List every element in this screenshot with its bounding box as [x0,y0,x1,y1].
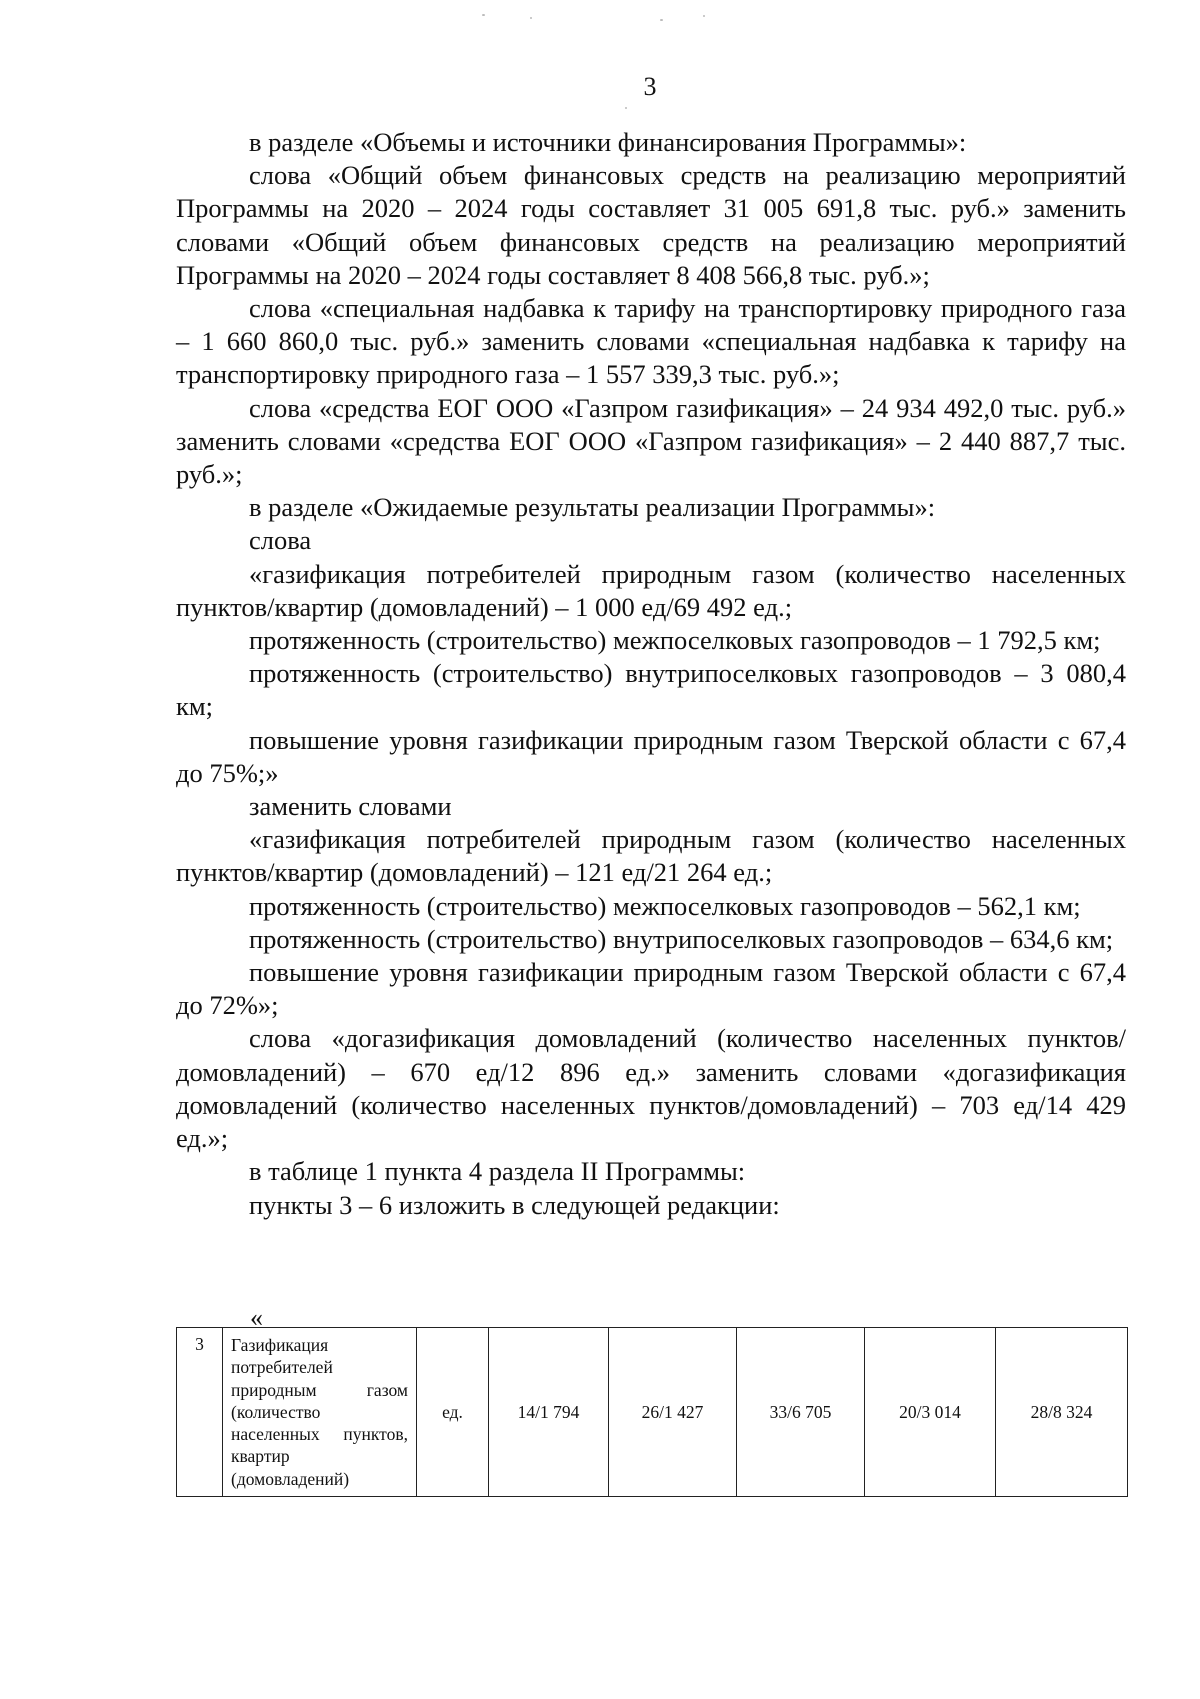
paragraph: в разделе «Объемы и источники финансирования Программы»: [249,127,967,157]
paragraph: слова «Общий объем финансовых средств на реализацию мероприятий Программы на 2020 – 2024 годы составляет 31 005 691,8 тыс. руб.» заменить словами «Общий объем финансовых средств на реализацию мероприятий Программы на 2020 – 2024 годы составляет 8 408 566,8 тыс. руб.»; [176,160,1126,290]
page-number: 3 [643,72,657,101]
quote-open-mark: « [250,1303,263,1332]
scan-speck [530,17,532,19]
value-cell: 26/1 427 [609,1328,737,1497]
paragraph: слова [249,525,312,556]
paragraph: «газификация потребителей природным газом (количество населенных пунктов/квартир (домовладений) – 1 000 ед/69 492 ед.; [176,558,1126,622]
value-cell: 28/8 324 [996,1328,1128,1497]
paragraph: в таблице 1 пункта 4 раздела II Программы: [249,1156,746,1187]
paragraph: протяженность (строительство) межпоселковых газопроводов – 562,1 км; [249,890,1081,921]
program-table [176,1327,1128,1497]
paragraph: пункты 3 – 6 изложить в следующей редакции: [249,1189,780,1220]
scan-speck [703,15,705,17]
paragraph: заменить словами [249,791,452,822]
value-cell: 20/3 014 [865,1328,996,1497]
unit-cell: ед. [417,1328,489,1497]
paragraph: повышение уровня газификации природным газом Тверской области с 67,4 до 72%»; [176,957,1126,1021]
scan-speck [660,19,663,21]
table-row [177,1328,1128,1497]
value-cell: 33/6 705 [737,1328,865,1497]
row-number-cell: 3 [177,1328,223,1497]
scan-speck [625,107,627,109]
paragraph: слова «средства ЕОГ ООО «Газпром газификация» – 24 934 492,0 тыс. руб.» заменить словами «средства ЕОГ ООО «Газпром газификация» – 2 440 887,7 тыс. руб.»; [176,392,1126,490]
paragraph: слова «догазификация домовладений (количество населенных пунктов/домовладений) – 670 ед/12 896 ед.» заменить словами «догазификация домовладений (количество населенных пунктов/домовладений) – 703 ед/14 429 ед.»; [176,1023,1126,1154]
document-body [176,126,1126,1222]
paragraph: в разделе «Ожидаемые результаты реализации Программы»: [249,492,936,523]
paragraph: слова «специальная надбавка к тарифу на транспортировку природного газа – 1 660 860,0 тыс. руб.» заменить словами «специальная надбавка к тарифу на транспортировку природного газа – 1 557 339,3 тыс. руб.»; [176,293,1126,390]
paragraph: повышение уровня газификации природным газом Тверской области с 67,4 до 75%;» [176,724,1126,788]
scan-speck [482,14,485,16]
indicator-name-cell: Газификация потребителей природным газом (количество населенных пунктов, квартир (домовладений) [223,1328,417,1497]
paragraph: протяженность (строительство) внутрипоселковых газопроводов – 634,6 км; [249,923,1114,954]
paragraph: протяженность (строительство) внутрипоселковых газопроводов – 3 080,4 км; [176,658,1126,722]
value-cell: 14/1 794 [489,1328,609,1497]
paragraph: «газификация потребителей природным газом (количество населенных пунктов/квартир (домовладений) – 121 ед/21 264 ед.; [176,824,1126,888]
paragraph: протяженность (строительство) межпоселковых газопроводов – 1 792,5 км; [249,625,1101,656]
